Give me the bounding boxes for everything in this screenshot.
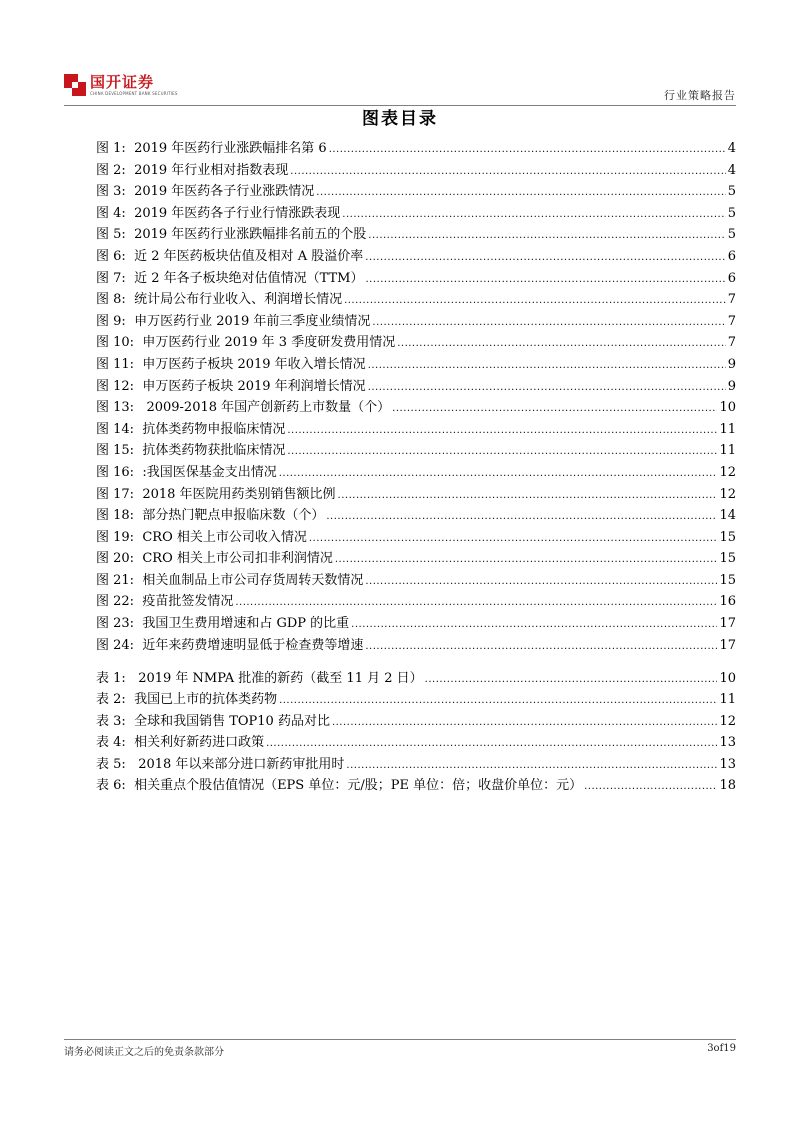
- entry-page-number: 4: [727, 141, 736, 156]
- dot-leader: [366, 269, 726, 290]
- entry-page-number: 15: [719, 529, 736, 545]
- entry-label: [96, 548, 333, 570]
- entry-page-number: 5: [727, 184, 736, 200]
- entry-title: CRO 相关上市公司收入情况: [142, 529, 307, 545]
- entry-title: 近年来药费增速明显低于检查费等增速: [142, 637, 364, 653]
- entry-title: 相关重点个股估值情况（EPS 单位：元/股；PE 单位：倍；收盘价单位：元）: [134, 777, 583, 793]
- table-toc-entry[interactable]: [96, 732, 736, 753]
- entry-page-number: 6: [727, 270, 736, 286]
- figure-toc-entry[interactable]: [96, 527, 736, 549]
- entry-label: [96, 732, 264, 753]
- entry-page-number: 9: [727, 378, 736, 394]
- figure-toc-entry[interactable]: [96, 332, 736, 354]
- dot-leader: [392, 398, 717, 419]
- entry-number: 图 19:: [96, 529, 135, 545]
- table-toc-entry[interactable]: [96, 775, 736, 796]
- dot-leader: [368, 355, 726, 376]
- entry-title: 申万医药子板块 2019 年利润增长情况: [142, 378, 366, 394]
- figure-toc-entry[interactable]: [96, 484, 736, 506]
- entry-title: 申万医药行业 2019 年 3 季度研发费用情况: [142, 335, 396, 351]
- figure-toc-entry[interactable]: [96, 268, 736, 290]
- dot-leader: [365, 571, 717, 592]
- entry-label: [96, 711, 330, 732]
- dot-leader: [425, 669, 718, 689]
- entry-page-number: 16: [719, 594, 736, 610]
- entry-number: 图 17:: [96, 486, 135, 502]
- entry-page-number: 7: [727, 292, 736, 308]
- entry-title: 疫苗批签发情况: [142, 594, 234, 610]
- logo-english-name: CHINA DEVELOPMENT BANK SECURITIES: [90, 91, 178, 96]
- entry-number: 图 20:: [96, 551, 135, 567]
- entry-title: 抗体类药物申报临床情况: [142, 421, 286, 437]
- entry-title: 申万医药行业 2019 年前三季度业绩情况: [134, 313, 371, 329]
- dot-leader: [326, 506, 717, 527]
- entry-label: [96, 527, 307, 549]
- report-type: 行业策略报告: [664, 89, 736, 102]
- entry-number: 图 9:: [96, 313, 126, 329]
- dot-leader: [235, 592, 717, 613]
- dot-leader: [309, 528, 718, 549]
- entry-label: [96, 440, 285, 462]
- entry-label: [96, 613, 349, 635]
- entry-page-number: 18: [719, 777, 736, 793]
- dot-leader: [342, 204, 725, 225]
- entry-number: 图 21:: [96, 572, 135, 588]
- entry-number: 图 23:: [96, 616, 135, 632]
- entry-title: 抗体类药物获批临床情况: [142, 443, 286, 459]
- dot-leader: [365, 247, 725, 268]
- entry-label: [96, 484, 336, 506]
- entry-title: 2019 年医药各子行业涨跌情况: [134, 184, 315, 200]
- entry-title: 统计局公布行业收入、利润增长情况: [134, 292, 343, 308]
- entry-number: 图 18:: [96, 508, 135, 524]
- dot-leader: [338, 485, 718, 506]
- entry-label: [96, 376, 366, 398]
- entry-number: 表 6:: [96, 777, 126, 793]
- entry-label: [96, 181, 314, 203]
- entry-title: 全球和我国销售 TOP10 药品对比: [134, 713, 330, 729]
- dot-leader: [365, 636, 717, 657]
- entry-page-number: 4: [727, 162, 736, 178]
- figure-toc-entry[interactable]: [96, 354, 736, 376]
- dot-leader: [344, 290, 726, 311]
- entry-label: [96, 689, 277, 710]
- entry-page-number: 12: [719, 464, 736, 480]
- footer-divider: [64, 1039, 736, 1040]
- dot-leader: [279, 690, 717, 710]
- entry-page-number: 11: [719, 692, 736, 708]
- dot-leader: [332, 712, 718, 732]
- dot-leader: [397, 333, 726, 354]
- entry-number: 表 4:: [96, 735, 126, 751]
- figure-toc-entry[interactable]: [96, 419, 736, 441]
- toc-title: 图表目录: [362, 109, 438, 129]
- figure-toc-entry[interactable]: [96, 570, 736, 592]
- entry-title: :我国医保基金支出情况: [142, 464, 277, 480]
- entry-page-number: 15: [719, 572, 736, 588]
- entry-page-number: 17: [719, 637, 736, 653]
- entry-number: 表 5:: [96, 756, 126, 772]
- entry-page-number: 7: [727, 313, 736, 329]
- entry-label: [96, 505, 324, 527]
- page-number: 3of19: [707, 1043, 736, 1054]
- entry-page-number: 5: [727, 227, 736, 243]
- entry-title: 2018 年医院用药类别销售额比例: [142, 486, 336, 502]
- entry-title: 2018 年以来部分进口新药审批用时: [134, 756, 345, 772]
- figure-toc-entry[interactable]: [96, 376, 736, 398]
- figure-toc-entry[interactable]: [96, 224, 736, 246]
- entry-title: 近 2 年医药板块估值及相对 A 股溢价率: [134, 248, 364, 264]
- entry-number: 图 6:: [96, 248, 126, 264]
- figure-toc-entry[interactable]: [96, 181, 736, 203]
- entry-label: [96, 354, 366, 376]
- entry-title: 近 2 年各子板块绝对估值情况（TTM）: [134, 270, 364, 286]
- entry-number: 图 3:: [96, 184, 126, 200]
- dot-leader: [329, 139, 726, 160]
- entry-label: [96, 332, 395, 354]
- entry-label: [96, 635, 363, 657]
- entry-page-number: 12: [719, 713, 736, 729]
- disclaimer: 请务必阅读正文之后的免责条款部分: [64, 1047, 224, 1058]
- entry-page-number: 5: [727, 205, 736, 221]
- entry-title: 我国卫生费用增速和占 GDP 的比重: [142, 616, 350, 632]
- table-toc-entry[interactable]: [96, 668, 736, 689]
- figure-toc-entry[interactable]: [96, 203, 736, 225]
- entry-label: [96, 311, 370, 333]
- dot-leader: [584, 776, 717, 796]
- entry-number: 表 1:: [96, 671, 126, 686]
- entry-label: [96, 754, 344, 775]
- entry-number: 表 3:: [96, 713, 126, 729]
- logo-mark-icon: [64, 74, 86, 96]
- figure-toc-entry[interactable]: [96, 138, 736, 160]
- entry-number: 图 10:: [96, 335, 135, 351]
- figure-toc-entry[interactable]: [96, 311, 736, 333]
- entry-title: 2019 年医药行业涨跌幅排名前五的个股: [134, 227, 367, 243]
- entry-label: [96, 397, 390, 419]
- entry-label: [96, 570, 363, 592]
- entry-title: 2019 年医药各子行业行情涨跌表现: [134, 205, 341, 221]
- dot-leader: [287, 420, 717, 441]
- entry-page-number: 15: [719, 551, 736, 567]
- entry-label: [96, 668, 423, 689]
- entry-label: [96, 268, 364, 290]
- entry-page-number: 11: [719, 421, 736, 437]
- entry-page-number: 10: [719, 400, 736, 416]
- dot-leader: [335, 549, 718, 570]
- entry-number: 表 2:: [96, 692, 126, 708]
- entry-label: [96, 224, 366, 246]
- entry-number: 图 11:: [96, 356, 135, 372]
- figure-toc-entry[interactable]: [96, 440, 736, 462]
- entry-title: CRO 相关上市公司扣非利润情况: [142, 551, 333, 567]
- entry-label: [96, 419, 285, 441]
- entry-title: 2019 年行业相对指数表现: [134, 162, 289, 178]
- entry-title: 申万医药子板块 2019 年收入增长情况: [142, 356, 366, 372]
- entry-page-number: 10: [719, 671, 736, 686]
- entry-label: [96, 289, 342, 311]
- entry-number: 图 16:: [96, 464, 135, 480]
- logo-chinese-name: 国开证券: [90, 73, 155, 91]
- entry-title: 相关血制品上市公司存货周转天数情况: [142, 572, 364, 588]
- dot-leader: [290, 161, 725, 182]
- entry-page-number: 13: [719, 756, 736, 772]
- entry-label: [96, 462, 277, 484]
- entry-page-number: 6: [727, 248, 736, 264]
- table-toc-entry[interactable]: [96, 711, 736, 732]
- figure-toc-entry[interactable]: [96, 635, 736, 657]
- dot-leader: [316, 182, 725, 203]
- entry-title: 部分热门靶点申报临床数（个）: [142, 508, 325, 524]
- table-toc-entry[interactable]: [96, 754, 736, 775]
- entry-label: [96, 591, 233, 613]
- entry-number: 图 8:: [96, 292, 126, 308]
- table-list: [96, 668, 736, 796]
- dot-leader: [287, 441, 717, 462]
- entry-page-number: 9: [727, 356, 736, 372]
- entry-page-number: 14: [719, 508, 736, 524]
- entry-page-number: 12: [719, 486, 736, 502]
- entry-label: [96, 246, 363, 268]
- entry-label: [96, 775, 582, 796]
- figure-toc-entry[interactable]: [96, 548, 736, 570]
- figure-toc-entry[interactable]: [96, 591, 736, 613]
- entry-number: 图 1:: [96, 141, 126, 156]
- page-header: [64, 70, 736, 106]
- entry-number: 图 24:: [96, 637, 135, 653]
- figure-toc-entry[interactable]: [96, 160, 736, 182]
- entry-number: 图 7:: [96, 270, 126, 286]
- figure-toc-entry[interactable]: [96, 505, 736, 527]
- entry-page-number: 17: [719, 616, 736, 632]
- figure-toc-entry[interactable]: [96, 289, 736, 311]
- dot-leader: [351, 614, 717, 635]
- entry-label: [96, 138, 327, 160]
- entry-number: 图 12:: [96, 378, 135, 394]
- dot-leader: [346, 755, 717, 775]
- entry-title: 2019 年 NMPA 批准的新药（截至 11 月 2 日）: [134, 671, 423, 686]
- entry-title: 我国已上市的抗体类药物: [134, 692, 278, 708]
- figure-toc-entry[interactable]: [96, 613, 736, 635]
- entry-number: 图 15:: [96, 443, 135, 459]
- figure-list: [96, 138, 736, 656]
- figure-toc-entry[interactable]: [96, 462, 736, 484]
- entry-label: [96, 203, 340, 225]
- entry-page-number: 7: [727, 335, 736, 351]
- entry-title: 2019 年医药行业涨跌幅排名第 6: [134, 141, 327, 156]
- table-toc-entry[interactable]: [96, 689, 736, 710]
- entry-page-number: 11: [719, 443, 736, 459]
- entry-title: 相关利好新药进口政策: [134, 735, 265, 751]
- company-logo: [64, 74, 178, 102]
- entry-number: 图 2:: [96, 162, 126, 178]
- entry-number: 图 4:: [96, 205, 126, 221]
- entry-number: 图 22:: [96, 594, 135, 610]
- entry-number: 图 14:: [96, 421, 135, 437]
- figure-toc-entry[interactable]: [96, 397, 736, 419]
- entry-number: 图 13:: [96, 400, 135, 416]
- dot-leader: [372, 312, 725, 333]
- dot-leader: [279, 463, 718, 484]
- dot-leader: [368, 225, 725, 246]
- figure-toc-entry[interactable]: [96, 246, 736, 268]
- entry-number: 图 5:: [96, 227, 126, 243]
- entry-page-number: 13: [719, 735, 736, 751]
- entry-title: 2009-2018 年国产创新药上市数量（个）: [142, 400, 391, 416]
- dot-leader: [266, 733, 717, 753]
- entry-label: [96, 160, 288, 182]
- dot-leader: [368, 377, 726, 398]
